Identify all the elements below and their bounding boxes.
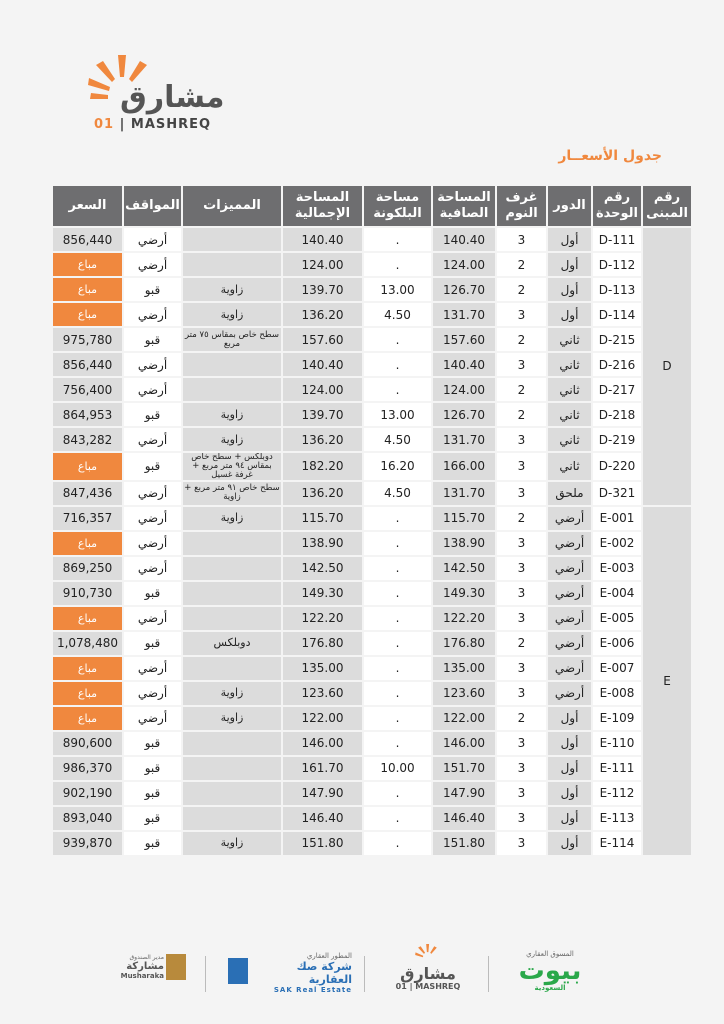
features-cell xyxy=(183,228,281,251)
musharaka-icon xyxy=(166,954,186,980)
price-cell: 975,780 xyxy=(53,328,122,351)
rooms-cell: 2 xyxy=(497,378,546,401)
price-cell: مباع xyxy=(53,607,122,630)
net-area-cell: 140.40 xyxy=(433,353,495,376)
features-cell xyxy=(183,657,281,680)
features-cell: زاوية xyxy=(183,403,281,426)
floor-cell: أرضي xyxy=(548,607,591,630)
floor-cell: أرضي xyxy=(548,557,591,580)
parking-cell: قبو xyxy=(124,832,181,855)
balcony-area-cell: 16.20 xyxy=(364,453,431,480)
table-row xyxy=(53,832,691,855)
parking-cell: أرضي xyxy=(124,482,181,505)
total-area-cell: 122.00 xyxy=(283,707,362,730)
balcony-area-cell: 4.50 xyxy=(364,482,431,505)
price-cell: 847,436 xyxy=(53,482,122,505)
column-header-net-area: المساحة الصافية xyxy=(433,186,495,226)
column-header-floor: الدور xyxy=(548,186,591,226)
parking-cell: قبو xyxy=(124,453,181,480)
features-cell: زاوية xyxy=(183,832,281,855)
net-area-cell: 157.60 xyxy=(433,328,495,351)
rooms-cell: 3 xyxy=(497,303,546,326)
parking-cell: قبو xyxy=(124,807,181,830)
table-row xyxy=(53,582,691,605)
floor-cell: ثاني xyxy=(548,378,591,401)
unit-cell: E-111 xyxy=(593,757,641,780)
floor-cell: أول xyxy=(548,707,591,730)
total-area-cell: 146.40 xyxy=(283,807,362,830)
table-row xyxy=(53,782,691,805)
features-cell xyxy=(183,532,281,555)
unit-cell: E-007 xyxy=(593,657,641,680)
net-area-cell: 135.00 xyxy=(433,657,495,680)
total-area-cell: 139.70 xyxy=(283,278,362,301)
floor-cell: أول xyxy=(548,228,591,251)
features-cell xyxy=(183,732,281,755)
net-area-cell: 124.00 xyxy=(433,378,495,401)
unit-cell: D-219 xyxy=(593,428,641,451)
column-header-building: رقم المبنى xyxy=(643,186,691,226)
features-cell: دوبلكس + سطح خاص بمقاس ٩٤ متر مربع + غرفة غسيل xyxy=(183,453,281,480)
table-row xyxy=(53,253,691,276)
rooms-cell: 3 xyxy=(497,532,546,555)
net-area-cell: 140.40 xyxy=(433,228,495,251)
features-cell: زاوية xyxy=(183,682,281,705)
table-row xyxy=(53,378,691,401)
table-row xyxy=(53,557,691,580)
rooms-cell: 2 xyxy=(497,328,546,351)
price-cell: 856,440 xyxy=(53,228,122,251)
balcony-area-cell: . xyxy=(364,632,431,655)
column-header-price: السعر xyxy=(53,186,122,226)
table-row xyxy=(53,453,691,480)
table-row xyxy=(53,328,691,351)
features-cell xyxy=(183,353,281,376)
total-area-cell: 124.00 xyxy=(283,378,362,401)
total-area-cell: 136.20 xyxy=(283,482,362,505)
footer: المسوق العقاري بيوت السعودية مشارق 01 | MASHREQ المطور العقاري شركة صك العقارية SAK Real Estate مدير الصندوق مشاركة Musharaka xyxy=(0,940,724,1000)
balcony-area-cell: 4.50 xyxy=(364,303,431,326)
rooms-cell: 3 xyxy=(497,353,546,376)
price-cell: 986,370 xyxy=(53,757,122,780)
floor-cell: أرضي xyxy=(548,632,591,655)
floor-cell: ثاني xyxy=(548,428,591,451)
unit-cell: E-001 xyxy=(593,507,641,530)
balcony-area-cell: . xyxy=(364,507,431,530)
rooms-cell: 2 xyxy=(497,253,546,276)
parking-cell: أرضي xyxy=(124,253,181,276)
mashreq-logo xyxy=(88,55,225,135)
price-cell: مباع xyxy=(53,682,122,705)
balcony-area-cell: . xyxy=(364,607,431,630)
floor-cell: أول xyxy=(548,732,591,755)
unit-cell: D-215 xyxy=(593,328,641,351)
unit-cell: D-217 xyxy=(593,378,641,401)
rooms-cell: 2 xyxy=(497,403,546,426)
total-area-cell: 182.20 xyxy=(283,453,362,480)
total-area-cell: 115.70 xyxy=(283,507,362,530)
table-row xyxy=(53,278,691,301)
floor-cell: أول xyxy=(548,832,591,855)
floor-cell: أول xyxy=(548,278,591,301)
price-cell: 890,600 xyxy=(53,732,122,755)
features-cell xyxy=(183,557,281,580)
unit-cell: E-110 xyxy=(593,732,641,755)
features-cell xyxy=(183,253,281,276)
features-cell: زاوية xyxy=(183,303,281,326)
features-cell: زاوية xyxy=(183,278,281,301)
net-area-cell: 146.40 xyxy=(433,807,495,830)
rooms-cell: 3 xyxy=(497,757,546,780)
balcony-area-cell: . xyxy=(364,732,431,755)
price-cell: 910,730 xyxy=(53,582,122,605)
net-area-cell: 124.00 xyxy=(433,253,495,276)
price-cell: 843,282 xyxy=(53,428,122,451)
table-row xyxy=(53,682,691,705)
parking-cell: أرضي xyxy=(124,228,181,251)
bayut-logo: المسوق العقاري بيوت السعودية xyxy=(518,950,582,992)
features-cell xyxy=(183,378,281,401)
features-cell: زاوية xyxy=(183,507,281,530)
unit-cell: D-111 xyxy=(593,228,641,251)
table-row xyxy=(53,732,691,755)
price-cell: مباع xyxy=(53,707,122,730)
features-cell xyxy=(183,582,281,605)
column-header-unit: رقم الوحدة xyxy=(593,186,641,226)
total-area-cell: 136.20 xyxy=(283,428,362,451)
net-area-cell: 126.70 xyxy=(433,403,495,426)
table-row xyxy=(53,403,691,426)
balcony-area-cell: . xyxy=(364,228,431,251)
column-header-balcony-area: مساحة البلكونة xyxy=(364,186,431,226)
unit-cell: E-002 xyxy=(593,532,641,555)
table-row xyxy=(53,757,691,780)
total-area-cell: 147.90 xyxy=(283,782,362,805)
balcony-area-cell: . xyxy=(364,682,431,705)
column-header-features: المميزات xyxy=(183,186,281,226)
balcony-area-cell: . xyxy=(364,707,431,730)
net-area-cell: 176.80 xyxy=(433,632,495,655)
price-cell: مباع xyxy=(53,253,122,276)
parking-cell: أرضي xyxy=(124,682,181,705)
price-cell: 756,400 xyxy=(53,378,122,401)
rooms-cell: 3 xyxy=(497,428,546,451)
balcony-area-cell: . xyxy=(364,328,431,351)
balcony-area-cell: . xyxy=(364,353,431,376)
features-cell xyxy=(183,807,281,830)
floor-cell: أرضي xyxy=(548,507,591,530)
table-row xyxy=(53,657,691,680)
logo-english-text: 01 | MASHREQ xyxy=(94,117,212,132)
price-cell: 869,250 xyxy=(53,557,122,580)
floor-cell: ثاني xyxy=(548,353,591,376)
unit-cell: D-114 xyxy=(593,303,641,326)
net-area-cell: 131.70 xyxy=(433,303,495,326)
unit-cell: E-003 xyxy=(593,557,641,580)
net-area-cell: 147.90 xyxy=(433,782,495,805)
net-area-cell: 166.00 xyxy=(433,453,495,480)
balcony-area-cell: 13.00 xyxy=(364,278,431,301)
table-row xyxy=(53,807,691,830)
price-cell: 893,040 xyxy=(53,807,122,830)
net-area-cell: 131.70 xyxy=(433,482,495,505)
unit-cell: D-113 xyxy=(593,278,641,301)
parking-cell: أرضي xyxy=(124,353,181,376)
total-area-cell: 142.50 xyxy=(283,557,362,580)
table-row xyxy=(53,632,691,655)
price-cell: 1,078,480 xyxy=(53,632,122,655)
net-area-cell: 151.80 xyxy=(433,832,495,855)
net-area-cell: 149.30 xyxy=(433,582,495,605)
price-cell: 856,440 xyxy=(53,353,122,376)
rooms-cell: 3 xyxy=(497,732,546,755)
floor-cell: أول xyxy=(548,253,591,276)
balcony-area-cell: . xyxy=(364,782,431,805)
parking-cell: قبو xyxy=(124,757,181,780)
price-cell: مباع xyxy=(53,532,122,555)
table-row xyxy=(53,507,691,530)
column-header-parking: المواقف xyxy=(124,186,181,226)
total-area-cell: 157.60 xyxy=(283,328,362,351)
total-area-cell: 139.70 xyxy=(283,403,362,426)
unit-cell: E-008 xyxy=(593,682,641,705)
building-cell: D xyxy=(643,228,691,505)
floor-cell: أرضي xyxy=(548,532,591,555)
rooms-cell: 3 xyxy=(497,557,546,580)
floor-cell: ثاني xyxy=(548,453,591,480)
net-area-cell: 151.70 xyxy=(433,757,495,780)
net-area-cell: 115.70 xyxy=(433,507,495,530)
parking-cell: أرضي xyxy=(124,607,181,630)
rooms-cell: 3 xyxy=(497,228,546,251)
rooms-cell: 3 xyxy=(497,832,546,855)
rooms-cell: 3 xyxy=(497,453,546,480)
rooms-cell: 2 xyxy=(497,507,546,530)
parking-cell: أرضي xyxy=(124,378,181,401)
table-row xyxy=(53,607,691,630)
total-area-cell: 124.00 xyxy=(283,253,362,276)
features-cell: دوبلكس xyxy=(183,632,281,655)
unit-cell: E-109 xyxy=(593,707,641,730)
balcony-area-cell: . xyxy=(364,532,431,555)
rooms-cell: 2 xyxy=(497,632,546,655)
parking-cell: قبو xyxy=(124,328,181,351)
total-area-cell: 123.60 xyxy=(283,682,362,705)
table-header-row xyxy=(53,186,691,226)
parking-cell: قبو xyxy=(124,632,181,655)
total-area-cell: 146.00 xyxy=(283,732,362,755)
unit-cell: D-218 xyxy=(593,403,641,426)
total-area-cell: 140.40 xyxy=(283,353,362,376)
total-area-cell: 135.00 xyxy=(283,657,362,680)
table-row xyxy=(53,228,691,251)
floor-cell: ملحق xyxy=(548,482,591,505)
building-cell: E xyxy=(643,507,691,855)
rooms-cell: 3 xyxy=(497,607,546,630)
total-area-cell: 151.80 xyxy=(283,832,362,855)
table-row xyxy=(53,482,691,505)
features-cell xyxy=(183,757,281,780)
price-cell: مباع xyxy=(53,657,122,680)
balcony-area-cell: . xyxy=(364,557,431,580)
features-cell xyxy=(183,607,281,630)
parking-cell: قبو xyxy=(124,403,181,426)
parking-cell: قبو xyxy=(124,582,181,605)
floor-cell: أول xyxy=(548,303,591,326)
total-area-cell: 122.20 xyxy=(283,607,362,630)
balcony-area-cell: . xyxy=(364,832,431,855)
total-area-cell: 149.30 xyxy=(283,582,362,605)
unit-cell: D-112 xyxy=(593,253,641,276)
price-cell: مباع xyxy=(53,453,122,480)
floor-cell: أول xyxy=(548,782,591,805)
total-area-cell: 176.80 xyxy=(283,632,362,655)
rooms-cell: 3 xyxy=(497,807,546,830)
price-cell: 939,870 xyxy=(53,832,122,855)
price-cell: 716,357 xyxy=(53,507,122,530)
price-cell: 864,953 xyxy=(53,403,122,426)
balcony-area-cell: . xyxy=(364,582,431,605)
floor-cell: أول xyxy=(548,757,591,780)
rooms-cell: 3 xyxy=(497,582,546,605)
unit-cell: E-114 xyxy=(593,832,641,855)
unit-cell: E-112 xyxy=(593,782,641,805)
table-body xyxy=(53,228,691,855)
features-cell: زاوية xyxy=(183,428,281,451)
table-row xyxy=(53,532,691,555)
table-row xyxy=(53,707,691,730)
balcony-area-cell: 13.00 xyxy=(364,403,431,426)
parking-cell: أرضي xyxy=(124,557,181,580)
rooms-cell: 3 xyxy=(497,657,546,680)
balcony-area-cell: . xyxy=(364,378,431,401)
sak-building-icon xyxy=(228,958,248,984)
table-row xyxy=(53,303,691,326)
net-area-cell: 138.90 xyxy=(433,532,495,555)
logo-arabic-text: مشارق xyxy=(120,80,225,115)
column-header-rooms: غرف النوم xyxy=(497,186,546,226)
unit-cell: E-006 xyxy=(593,632,641,655)
features-cell: سطح خاص ٩١ متر مربع + زاوية xyxy=(183,482,281,505)
parking-cell: قبو xyxy=(124,782,181,805)
unit-cell: E-113 xyxy=(593,807,641,830)
net-area-cell: 122.20 xyxy=(433,607,495,630)
total-area-cell: 138.90 xyxy=(283,532,362,555)
floor-cell: ثاني xyxy=(548,328,591,351)
sunburst-footer-icon xyxy=(413,944,443,966)
parking-cell: أرضي xyxy=(124,303,181,326)
total-area-cell: 136.20 xyxy=(283,303,362,326)
balcony-area-cell: . xyxy=(364,253,431,276)
floor-cell: أول xyxy=(548,807,591,830)
price-cell: 902,190 xyxy=(53,782,122,805)
unit-cell: D-220 xyxy=(593,453,641,480)
net-area-cell: 122.00 xyxy=(433,707,495,730)
rooms-cell: 3 xyxy=(497,682,546,705)
features-cell: سطح خاص بمقاس ٧٥ متر مربع xyxy=(183,328,281,351)
parking-cell: أرضي xyxy=(124,707,181,730)
floor-cell: أرضي xyxy=(548,682,591,705)
rooms-cell: 3 xyxy=(497,482,546,505)
floor-cell: ثاني xyxy=(548,403,591,426)
rooms-cell: 3 xyxy=(497,782,546,805)
net-area-cell: 146.00 xyxy=(433,732,495,755)
floor-cell: أرضي xyxy=(548,582,591,605)
features-cell: زاوية xyxy=(183,707,281,730)
total-area-cell: 161.70 xyxy=(283,757,362,780)
price-table xyxy=(51,184,693,857)
balcony-area-cell: . xyxy=(364,657,431,680)
features-cell xyxy=(183,782,281,805)
table-row xyxy=(53,428,691,451)
net-area-cell: 131.70 xyxy=(433,428,495,451)
rooms-cell: 2 xyxy=(497,278,546,301)
parking-cell: أرضي xyxy=(124,657,181,680)
unit-cell: E-004 xyxy=(593,582,641,605)
parking-cell: أرضي xyxy=(124,507,181,530)
net-area-cell: 126.70 xyxy=(433,278,495,301)
rooms-cell: 2 xyxy=(497,707,546,730)
net-area-cell: 123.60 xyxy=(433,682,495,705)
parking-cell: أرضي xyxy=(124,428,181,451)
unit-cell: D-321 xyxy=(593,482,641,505)
floor-cell: أرضي xyxy=(548,657,591,680)
section-title: جدول الأسعــار xyxy=(558,148,662,164)
price-cell: مباع xyxy=(53,278,122,301)
balcony-area-cell: 4.50 xyxy=(364,428,431,451)
table-row xyxy=(53,353,691,376)
unit-cell: E-005 xyxy=(593,607,641,630)
mashreq-footer-logo: مشارق 01 | MASHREQ xyxy=(383,944,473,991)
balcony-area-cell: 10.00 xyxy=(364,757,431,780)
price-cell: مباع xyxy=(53,303,122,326)
column-header-total-area: المساحة الإجمالية xyxy=(283,186,362,226)
total-area-cell: 140.40 xyxy=(283,228,362,251)
net-area-cell: 142.50 xyxy=(433,557,495,580)
balcony-area-cell: . xyxy=(364,807,431,830)
unit-cell: D-216 xyxy=(593,353,641,376)
parking-cell: أرضي xyxy=(124,532,181,555)
parking-cell: قبو xyxy=(124,732,181,755)
parking-cell: قبو xyxy=(124,278,181,301)
